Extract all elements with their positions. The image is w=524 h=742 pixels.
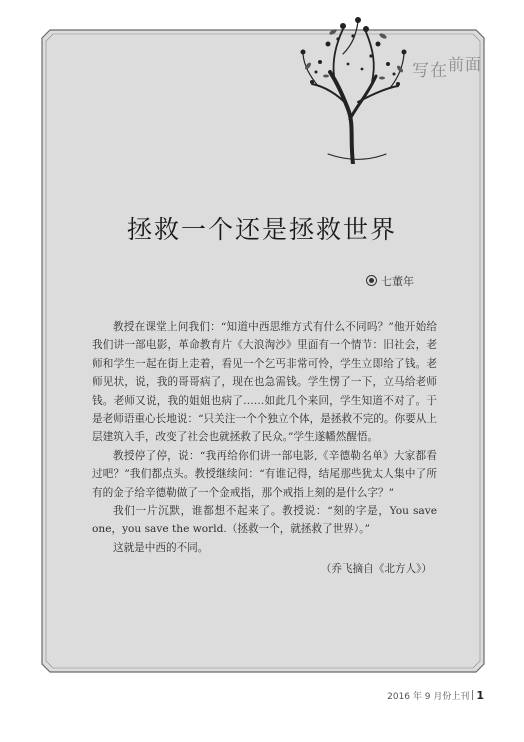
page-number: 1 (476, 689, 484, 702)
paragraph: 这就是中西的不同。 (113, 541, 209, 554)
section-label-part1: 写在 (412, 61, 448, 81)
section-label-part2: 前面 (448, 55, 483, 74)
issue-date: 2016 年 9 月份上刊 (387, 692, 470, 702)
article-title: 拯救一个还是拯救世界 (126, 215, 397, 244)
section-label (412, 56, 482, 81)
circle-bullet-icon (366, 275, 377, 286)
author-line (366, 273, 414, 289)
paragraph: 教授在课堂上问我们：“知道中西思维方式有什么不同吗？”他开始给我们讲一部电影，革命教育片《大浪淘沙》里面有一个情节：旧社会，老师和学生一起在街上走着，看见一个乞丐非常可怜，学生立即给了钱。老师见状，说，我的哥哥病了，现在也急需钱。学生愣了一下，立马给老师钱。老师又说，我的姐姐也病了……如此几个来回，学生知道不对了。于是老师语重心长地说：“只关注一个个独立个体，是拯救不完的。你要从上层建筑入手，改变了社会也就拯救了民众。”学生遂幡然醒悟。 (92, 321, 437, 444)
paragraph: 教授停了停，说：“我再给你们讲一部电影,《辛德勒名单》大家都看过吧？”我们都点头。教授继续问：“有谁记得，结尾那些犹太人集中了所有的金子给辛德勒做了一个金戒指，那个戒指上刻的是什么字？” (92, 449, 437, 499)
page-footer (387, 689, 484, 702)
author-name: 七董年 (381, 275, 414, 288)
footer-divider (472, 690, 473, 700)
article-body (92, 318, 437, 557)
tree-illustration (298, 14, 408, 164)
article-source: （乔飞摘自《北方人》） (320, 563, 432, 575)
paragraph: 我们一片沉默，谁都想不起来了。教授说：“刻的字是，You save one，you save the world.（拯救一个，就拯救了世界）。” (92, 505, 437, 536)
